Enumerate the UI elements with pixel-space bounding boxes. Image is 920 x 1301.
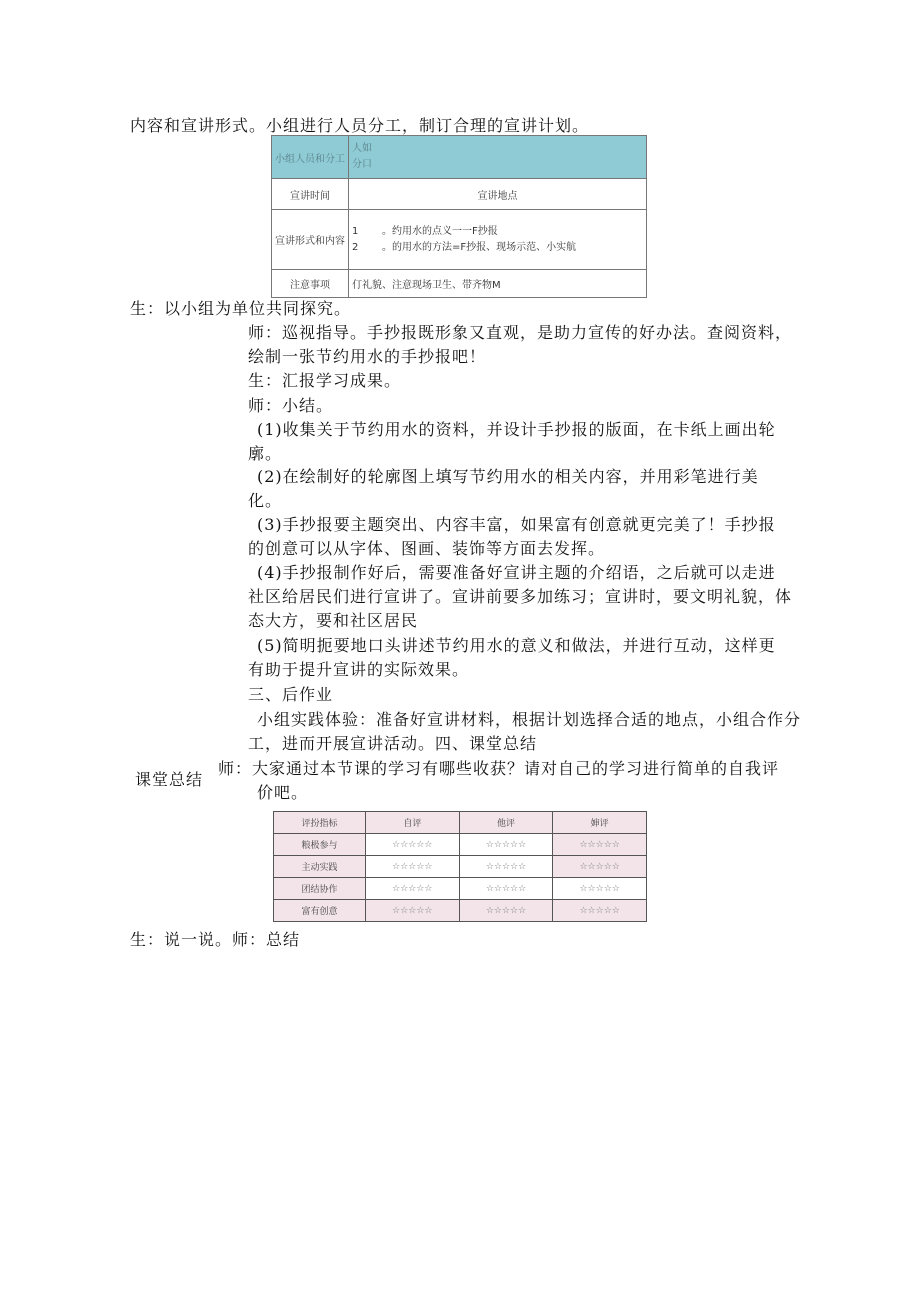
plan-form-label: 宣讲形式和内容: [272, 210, 349, 270]
eval-row: [274, 856, 647, 878]
para-student-explore: 生：以小组为单位共同探究。: [130, 299, 352, 318]
eval-rating-peer[interactable]: ☆☆☆☆☆: [459, 900, 553, 922]
eval-header-peer: 他评: [459, 812, 553, 834]
step-3-line-2: 的创意可以从字体、图画、装饰等方面去发挥。: [248, 539, 606, 558]
eval-rating-peer[interactable]: ☆☆☆☆☆: [459, 878, 553, 900]
eval-row-label: 团结协作: [274, 878, 366, 900]
side-label-class-summary: 课堂总结: [135, 770, 204, 789]
eval-rating-teacher[interactable]: ☆☆☆☆☆: [553, 834, 647, 856]
plan-form-item: [352, 224, 643, 240]
eval-rating-self[interactable]: ☆☆☆☆☆: [366, 900, 460, 922]
eval-row: [274, 834, 647, 856]
step-1-line-1: (1)收集关于节约用水的资料，并设计手抄报的版面，在卡纸上画出轮: [257, 420, 776, 439]
homework-line-1: 小组实践体验：准备好宣讲材料，根据计划选择合适的地点，小组合作分: [257, 710, 802, 729]
eval-rating-teacher[interactable]: ☆☆☆☆☆: [553, 878, 647, 900]
eval-row: [274, 900, 647, 922]
eval-rating-teacher[interactable]: ☆☆☆☆☆: [553, 900, 647, 922]
step-5-line-2: 有助于提升宣讲的实际效果。: [248, 660, 470, 679]
eval-row-label: 粮极参与: [274, 834, 366, 856]
eval-rating-peer[interactable]: ☆☆☆☆☆: [459, 856, 553, 878]
summary-line-2: 价吧。: [257, 783, 309, 802]
plan-notes-label: 注意事项: [272, 270, 349, 298]
eval-row-label: 主动实践: [274, 856, 366, 878]
step-2-line-1: (2)在绘制好的轮廓图上填写节约用水的相关内容，并用彩笔进行美: [257, 467, 759, 486]
plan-form-list: [349, 210, 647, 270]
para-student-report: 生：汇报学习成果。: [248, 371, 402, 390]
step-4-line-3: 态大方，要和社区居民: [248, 611, 419, 630]
evaluation-table: [273, 811, 647, 922]
plan-notes-value: 仃礼貌、注意现场卫生、带齐物M: [349, 270, 647, 298]
plan-head-value-2: 分口: [352, 159, 372, 170]
homework-title: 三、后作业: [248, 685, 334, 704]
eval-rating-self[interactable]: ☆☆☆☆☆: [366, 856, 460, 878]
plan-form-item-text: 。的用水的方法=F抄报、现场示范、小实航: [382, 241, 577, 253]
eval-header-teacher: 婶评: [553, 812, 647, 834]
step-4-line-1: (4)手抄报制作好后，需要准备好宣讲主题的介绍语，之后就可以走进: [257, 563, 776, 582]
eval-rating-teacher[interactable]: ☆☆☆☆☆: [553, 856, 647, 878]
summary-line-1: 师：大家通过本节课的学习有哪些收获？请对自己的学习进行简单的自我评: [218, 759, 780, 778]
eval-header-row: [274, 812, 647, 834]
eval-rating-self[interactable]: ☆☆☆☆☆: [366, 834, 460, 856]
eval-header-indicator: 评扮指标: [274, 812, 366, 834]
step-1-line-2: 廓。: [248, 444, 283, 463]
plan-form-item: [352, 240, 643, 256]
plan-place-label: 宣讲地点: [349, 179, 647, 210]
step-3-line-1: (3)手抄报要主题突出、内容丰富，如果富有创意就更完美了！手抄报: [257, 515, 776, 534]
final-line: 生：说一说。师：总结: [130, 930, 301, 949]
eval-row: [274, 878, 647, 900]
step-4-line-2: 社区给居民们进行宣讲了。宣讲前要多加练习；宣讲时，要文明礼貌，体: [248, 587, 793, 606]
homework-line-2: 工，进而开展宣讲活动。四、课堂总结: [248, 734, 538, 753]
step-2-line-2: 化。: [248, 491, 283, 510]
eval-rating-self[interactable]: ☆☆☆☆☆: [366, 878, 460, 900]
para-teacher-guide-1: 师：巡视指导。手抄报既形象又直观，是助力宣传的好办法。查阅资料，: [248, 323, 793, 342]
para-teacher-summary: 师：小结。: [248, 396, 334, 415]
eval-rating-peer[interactable]: ☆☆☆☆☆: [459, 834, 553, 856]
eval-row-label: 富有创意: [274, 900, 366, 922]
step-5-line-1: (5)简明扼要地口头讲述节约用水的意义和做法，并进行互动，这样更: [257, 636, 776, 655]
plan-time-label: 宣讲时间: [272, 179, 349, 210]
plan-form-item-text: 。约用水的点义一一F抄报: [382, 225, 498, 237]
plan-head-value: [349, 136, 647, 179]
plan-table: [271, 135, 647, 298]
intro-line: 内容和宣讲形式。小组进行人员分工，制订合理的宣讲计划。: [130, 116, 590, 135]
eval-header-self: 自评: [366, 812, 460, 834]
plan-form-item-num: 1: [352, 225, 359, 237]
plan-head-value-1: 人如: [352, 143, 372, 154]
para-teacher-guide-2: 绘制一张节约用水的手抄报吧！: [248, 347, 487, 366]
plan-form-item-num: 2: [352, 241, 359, 253]
plan-head-label: 小组人员和分工: [272, 136, 349, 179]
